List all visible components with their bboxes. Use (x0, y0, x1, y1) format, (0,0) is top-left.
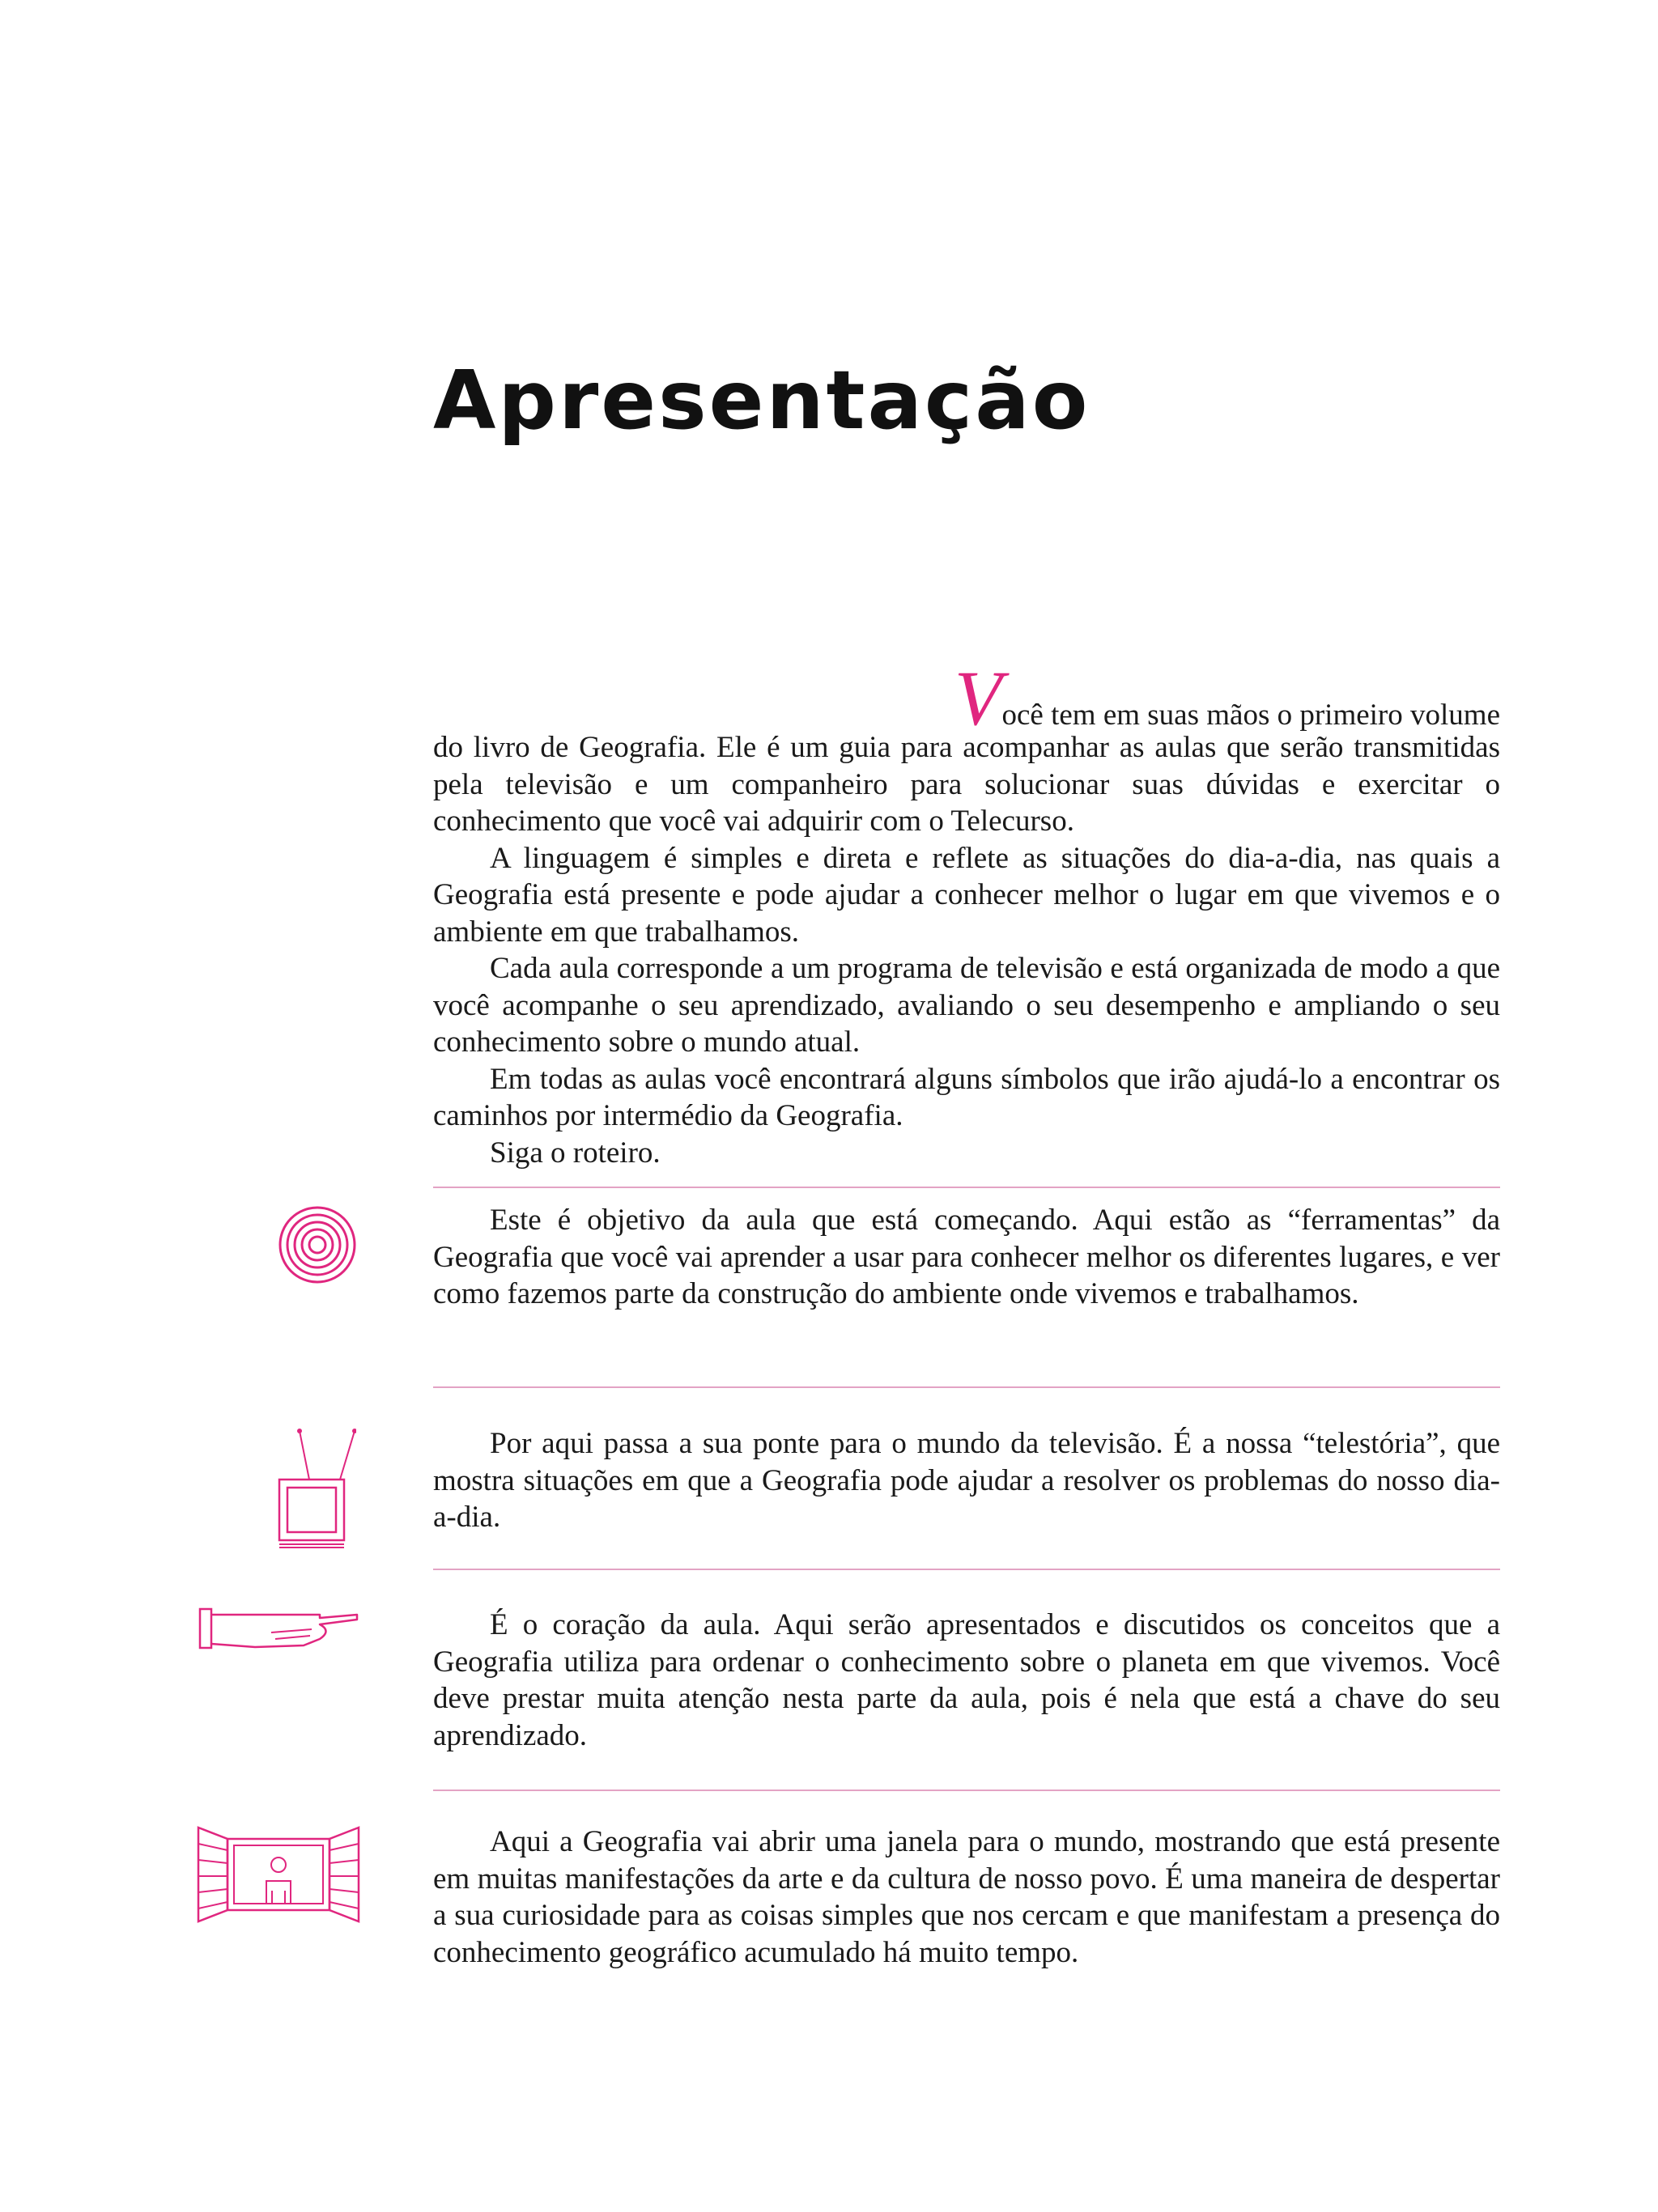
section-text: Este é objetivo da aula que está começando. Aqui estão as “ferramentas” da Geografia que você vai aprender a usar para conhecer melhor os diferentes lugares, e ver como fazemos parte da construção do ambiente onde vivemos e trabalhamos. (433, 1204, 1500, 1310)
intro-paragraph-2: A linguagem é simples e direta e reflete as situações do dia-a-dia, nas quais a Geografia está presente e pode ajudar a conhecer melhor o lugar em que vivemos e o ambiente em que trabalhamos. (433, 841, 1500, 949)
section-divider (433, 1187, 1500, 1188)
section-divider (433, 1386, 1500, 1388)
television-icon (275, 1423, 356, 1552)
intro-paragraph-3: Cada aula corresponde a um programa de televisão e está organizada de modo a que você acompanhe o seu aprendizado, avaliando o seu desempenho e ampliando o seu conhecimento sobre o mundo atual. (433, 952, 1500, 1059)
lead-text: ocê tem em suas mãos o primeiro volume (1001, 698, 1500, 732)
intro-paragraph-4: Em todas as aulas você encontrará alguns símbolos que irão ajudá-lo a encontrar os caminhos por intermédio da Geografia. (433, 1062, 1500, 1132)
section-concepts (433, 1607, 1500, 1754)
section-objective (433, 1202, 1500, 1313)
pointing-hand-icon (198, 1607, 360, 1655)
drop-cap: V (954, 655, 1002, 741)
lead-inner (954, 655, 1500, 741)
section-window (433, 1824, 1500, 1971)
intro-paragraph-1: do livro de Geografia. Ele é um guia para acompanhar as aulas que serão transmitidas pela televisão e um companheiro para solucionar suas dúvidas e exercitar o conhecimento que você vai adquirir com o Telecurso. (433, 731, 1500, 838)
intro-text (433, 655, 1500, 1171)
section-divider (433, 1569, 1500, 1570)
section-divider (433, 1790, 1500, 1791)
section-telestoria (433, 1425, 1500, 1536)
page-title: Apresentação (433, 353, 1090, 448)
intro-paragraph-5: Siga o roteiro. (490, 1136, 661, 1170)
open-window-icon (197, 1826, 360, 1923)
section-text: É o coração da aula. Aqui serão apresentados e discutidos os conceitos que a Geografia utiliza para ordenar o conhecimento sobre o planeta em que vivemos. Você deve prestar muita atenção nesta parte da aula, pois é nela que está a chave do seu aprendizado. (433, 1608, 1500, 1752)
section-text: Por aqui passa a sua ponte para o mundo da televisão. É a nossa “telestória”, que mostra situações em que a Geografia pode ajudar a resolver os problemas do nosso dia-a-dia. (433, 1427, 1500, 1534)
lead-line (433, 655, 1500, 741)
section-text: Aqui a Geografia vai abrir uma janela para o mundo, mostrando que está presente em muitas manifestações da arte e da cultura de nosso povo. É uma maneira de despertar a sua curiosidade para as coisas simples que nos cercam e que manifestam a presença do conhecimento geográfico acumulado há muito tempo. (433, 1825, 1500, 1969)
target-icon (277, 1204, 358, 1285)
